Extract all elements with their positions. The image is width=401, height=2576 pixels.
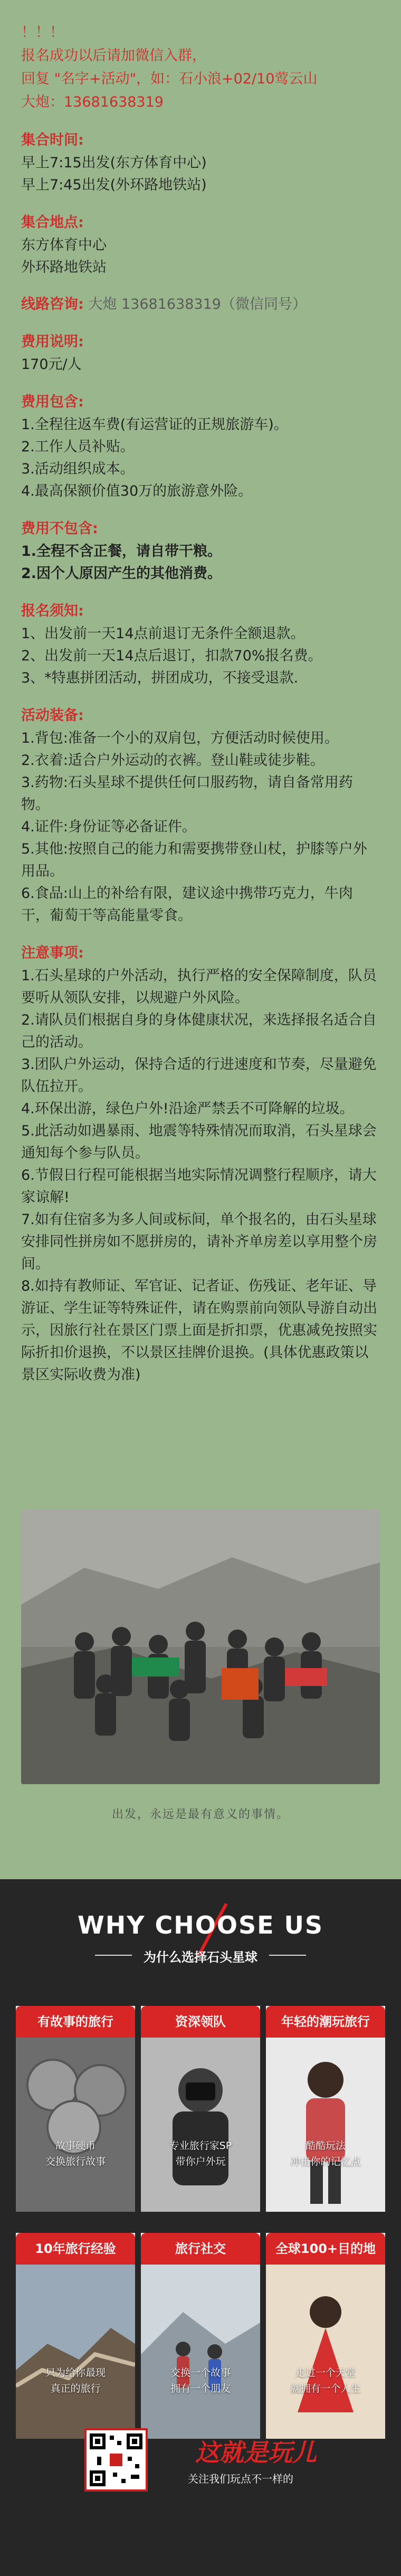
- gear-item: 1.背包:准备一个小的双肩包，方便活动时候使用。: [21, 730, 339, 746]
- subtitle-divider-right: [269, 1955, 306, 1956]
- why-subtitle: 为什么选择石头星球: [144, 1950, 257, 1965]
- feature-card-text: 故事硬币 交换旅行故事: [45, 2140, 106, 2167]
- fee-excludes-item: 2.因个人原因产生的其他消费。: [21, 565, 222, 582]
- intro-line-1: 报名成功以后请加微信入群，: [21, 48, 206, 64]
- gear-item: 5.其他:按照自己的能力和需要携带登山杖，护膝等户外用品。: [21, 841, 367, 879]
- feature-card: [141, 2006, 260, 2212]
- feature-card-title: 10年旅行经验: [16, 2233, 135, 2265]
- fee-includes-item: 4.最高保额价值30万的旅游意外险。: [21, 483, 253, 499]
- notes-item: 2.请队员们根据自身的身体健康状况，来选择报名适合自己的活动。: [21, 1012, 377, 1050]
- feature-card: [16, 2233, 135, 2439]
- notes-item: 3.团队户外运动，保持合适的行进速度和节奏，尽量避免队伍拉开。: [21, 1056, 377, 1095]
- hotline-heading: 线路咨询:: [21, 296, 84, 312]
- feature-card: [141, 2233, 260, 2439]
- feature-card-text: 交换一个故事 拥有一个朋友: [170, 2367, 231, 2394]
- gear-item: 2.衣着:适合户外运动的衣裤。登山鞋或徒步鞋。: [21, 752, 324, 769]
- group-photo: [21, 1510, 380, 1784]
- meeting-place-item: 外环路地铁站: [21, 259, 107, 276]
- fee-includes-item: 2.工作人员补贴。: [21, 439, 135, 455]
- feature-card-text: 专业旅行家SP 带你户外玩: [169, 2140, 232, 2167]
- meeting-place-item: 东方体育中心: [21, 237, 107, 253]
- great-wall-image: [16, 2265, 135, 2439]
- photo-caption: 出发，永远是最有意义的事情。: [111, 1808, 289, 1821]
- hotline-value: 大炮 13681638319（微信同号）: [88, 296, 307, 312]
- signup-item: 1、出发前一天14点前退订无条件全额退款。: [21, 626, 305, 642]
- coins-image: [16, 2038, 135, 2212]
- signup-heading: 报名须知:: [21, 603, 84, 619]
- feature-card-text: 酷酷玩法 冲击你的记忆点: [290, 2140, 361, 2167]
- notes-item: 5.此活动如遇暴雨、地震等特殊情况而取消，石头星球会通知每个参与队员。: [21, 1123, 377, 1161]
- meeting-time-heading: 集合时间:: [21, 132, 84, 148]
- fee-includes-item: 1.全程往返车费(有运营证的正规旅游车)。: [21, 416, 288, 433]
- feature-card-text: 走过一个天堂 就拥有一个人生: [290, 2367, 361, 2394]
- qr-code: [84, 2428, 148, 2492]
- intro-line-2: 回复 "名字+活动"，如：石小浪+02/10莺云山: [21, 71, 318, 87]
- brand-slogan: 这就是玩儿: [195, 2438, 317, 2467]
- woman-red-dress-image: [266, 2265, 385, 2439]
- gear-item: 6.食品:山上的补给有限，建议途中携带巧克力，牛肉干，葡萄干等高能量零食。: [21, 885, 353, 924]
- feature-card-text: 只为给你最现 真正的旅行: [45, 2367, 106, 2394]
- gear-item: 3.药物:石头星球不提供任何口服药物，请自备常用药物。: [21, 774, 353, 813]
- signup-item: 2、出发前一天14点后退订，扣款70%报名费。: [21, 648, 322, 664]
- feature-card-title: 有故事的旅行: [16, 2006, 135, 2038]
- qr-code-icon: [87, 2430, 146, 2489]
- hotline-row: [21, 293, 380, 316]
- notes-item: 7.如有住宿多为多人间或标间，单个报名的，由石头星球安排同性拼房如不愿拼房的，请补齐单房差以享用整个房间。: [21, 1211, 377, 1272]
- feature-card-title: 资深领队: [141, 2006, 260, 2038]
- why-title: WHY CHOOSE US: [77, 1911, 324, 1939]
- brand-tagline: 关注我们玩点不一样的: [188, 2473, 293, 2485]
- gear-item: 4.证件:身份证等必备证件。: [21, 819, 196, 835]
- traveler-image: [266, 2038, 385, 2212]
- feature-card-title: 旅行社交: [141, 2233, 260, 2265]
- group-photo-image: [21, 1510, 380, 1784]
- photographer-image: [141, 2038, 260, 2212]
- fee-value: 170元/人: [21, 356, 82, 373]
- exclaim-text: ！！！: [21, 24, 64, 41]
- feature-card: [16, 2006, 135, 2212]
- hikers-image: [141, 2265, 260, 2439]
- intro-line-3: 大炮：13681638319: [21, 94, 164, 110]
- fee-excludes-item: 1.全程不含正餐，请自带干粮。: [21, 543, 222, 560]
- group-photo-section: [0, 1510, 401, 1848]
- fee-excludes-heading: 费用不包含:: [21, 520, 98, 537]
- fee-includes-item: 3.活动组织成本。: [21, 461, 135, 477]
- why-choose-us-section: [0, 1879, 401, 2576]
- feature-card-title: 全球100+目的地: [266, 2233, 385, 2265]
- signup-item: 3、*特惠拼团活动，拼团成功，不接受退款.: [21, 670, 299, 686]
- feature-card: [266, 2233, 385, 2439]
- fee-includes-heading: 费用包含:: [21, 394, 84, 410]
- meeting-time-item: 早上7:45出发(外环路地铁站): [21, 177, 207, 193]
- meeting-time-item: 早上7:15出发(东方体育中心): [21, 155, 207, 171]
- meeting-place-heading: 集合地点:: [21, 214, 84, 231]
- brand-footer: [84, 2428, 317, 2492]
- notes-heading: 注意事项:: [21, 945, 84, 961]
- feature-card: [266, 2006, 385, 2212]
- notes-item: 6.节假日行程可能根据当地实际情况调整行程顺序，请大家谅解!: [21, 1167, 377, 1206]
- notes-item: 4.环保出游，绿色户外!沿途严禁丢不可降解的垃圾。: [21, 1101, 354, 1117]
- feature-card-title: 年轻的潮玩旅行: [266, 2006, 385, 2038]
- gear-heading: 活动装备:: [21, 707, 84, 724]
- notes-item: 8.如持有教师证、军官证、记者证、伤残证、老年证、导游证、学生证等特殊证件，请在购票前向领队导游自动出示，因旅行社在景区门票上面是折扣票，优惠减免按照实际折扣价退换，不以景区挂牌价退换。(具体优惠政策以景区实际收费为准): [21, 1278, 377, 1383]
- fee-heading: 费用说明:: [21, 334, 84, 350]
- notes-item: 1.石头星球的户外活动，执行严格的安全保障制度，队员要听从领队安排，以规避户外风险。: [21, 968, 377, 1006]
